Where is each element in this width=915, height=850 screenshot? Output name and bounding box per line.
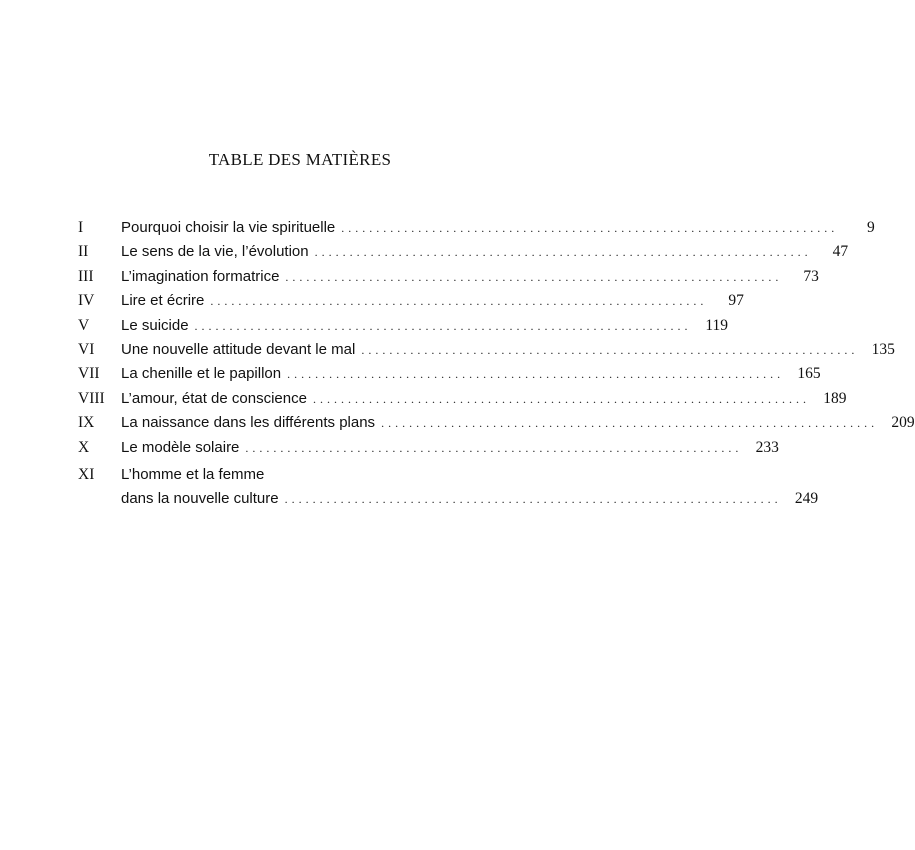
chapter-number: III <box>78 267 94 285</box>
chapter-number: IV <box>78 292 95 310</box>
toc-entry[interactable] <box>78 219 875 243</box>
page-number: 47 <box>832 243 849 261</box>
toc-title: TABLE DES MATIÈRES <box>208 150 392 169</box>
chapter-number: X <box>78 438 90 456</box>
table-of-contents <box>78 219 915 512</box>
chapter-title: Le modèle solaire <box>121 438 240 456</box>
dot-leader <box>315 245 809 260</box>
dot-leader <box>195 319 689 334</box>
chapter-number: I <box>78 219 84 236</box>
chapter-title: La naissance dans les différents plans <box>121 414 376 432</box>
chapter-title: L’amour, état de conscience <box>121 389 307 407</box>
chapter-number: VIII <box>78 389 105 407</box>
chapter-title: Lire et écrire <box>121 292 205 310</box>
page-number: 97 <box>728 292 744 310</box>
page-number: 73 <box>803 267 819 285</box>
toc-entry[interactable] <box>78 365 821 389</box>
page-number: 249 <box>794 490 819 508</box>
chapter-number: XI <box>78 465 95 483</box>
page-number: 119 <box>705 316 729 334</box>
dot-leader <box>245 441 739 456</box>
chapter-title-line-2: dans la nouvelle culture <box>121 490 279 508</box>
chapter-title: Pourquoi choisir la vie spirituelle <box>121 219 336 236</box>
dot-leader <box>210 294 704 309</box>
chapter-number: VII <box>78 365 100 383</box>
chapter-title: La chenille et le papillon <box>121 365 282 383</box>
chapter-number: VI <box>78 340 95 358</box>
page-number: 209 <box>891 414 915 432</box>
page-number: 165 <box>797 365 821 383</box>
chapter-title: L’imagination formatrice <box>121 267 280 285</box>
chapter-number: V <box>78 316 90 334</box>
dot-leader <box>313 392 807 407</box>
toc-entry[interactable] <box>78 267 819 292</box>
toc-entry[interactable] <box>78 316 729 341</box>
toc-entry[interactable] <box>78 414 915 438</box>
page-number: 189 <box>823 389 847 407</box>
dot-leader <box>287 367 781 382</box>
dot-leader <box>285 487 779 511</box>
dot-leader <box>341 221 835 236</box>
page-number: 9 <box>867 219 875 236</box>
toc-entry[interactable] <box>78 389 847 414</box>
chapter-title-line-1: L’homme et la femme <box>121 465 265 483</box>
page-number: 135 <box>871 340 895 358</box>
chapter-title: Le sens de la vie, l’évolution <box>121 243 309 261</box>
toc-entry[interactable] <box>78 292 744 316</box>
chapter-number: IX <box>78 414 95 432</box>
chapter-title: Une nouvelle attitude devant le mal <box>121 340 356 358</box>
toc-entry[interactable] <box>78 243 849 267</box>
dot-leader <box>285 270 779 285</box>
toc-entry[interactable] <box>78 340 895 365</box>
toc-entry[interactable] <box>78 438 779 463</box>
toc-entry[interactable] <box>78 463 819 512</box>
chapter-number: II <box>78 243 89 261</box>
dot-leader <box>361 343 855 358</box>
page-number: 233 <box>755 438 779 456</box>
dot-leader <box>381 416 875 431</box>
chapter-title: Le suicide <box>121 316 189 334</box>
